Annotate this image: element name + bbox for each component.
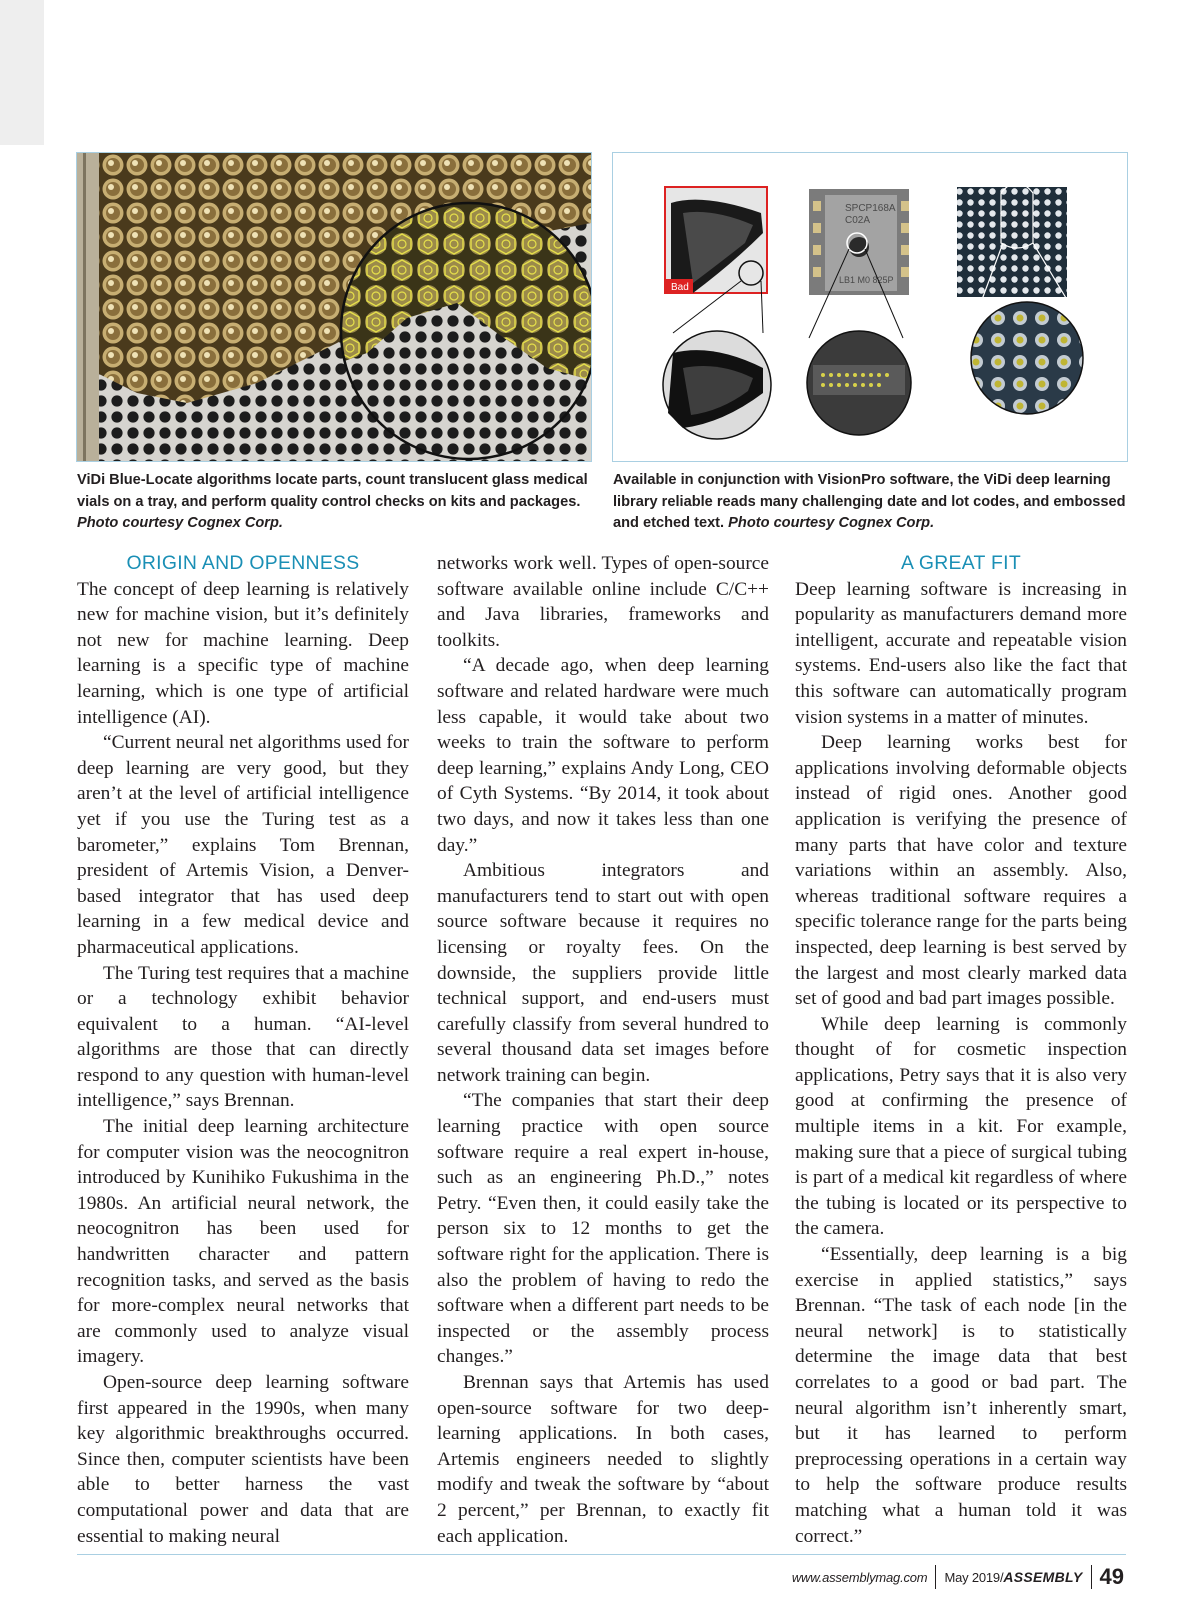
left-caption-text: ViDi Blue-Locate algorithms locate parts, count translucent glass medical vials on a tray, and perform quality control checks on kits and packages. [77,472,588,510]
right-caption-credit: Photo courtesy Cognex Corp. [728,515,935,531]
paragraph: “Essentially, deep learning is a big exercise in applied statistics,” says Brennan. “The task of each node [in the neural network] is to statistically determine the image data that best correlates to a good or bad part. The neural algorithm isn’t inherently smart, but it has learned to perform preprocessing operations in a certain way to help the software produce results matching what a human told it was correct.” [795,1244,1127,1547]
vial-tray-image [77,153,591,461]
footer-magazine-name: ASSEMBLY [1003,1569,1083,1585]
paragraph: Deep learning software is increasing in popularity as manufacturers demand more intelligent, accurate and repeatable vision systems. End-users also like the fact that this software can automatically program vision systems in a matter of minutes. [795,578,1127,728]
page-number: 49 [1099,1564,1124,1589]
vial-tray-photo [76,152,592,462]
paragraph: Open-source deep learning software first appeared in the 1990s, when many key algorithmic breakthroughs occurred. Since then, computer scientists have been able to better harness the vast computational power and data that are essential to making neural [77,1372,409,1547]
chip-text-line-2: C02A [845,215,871,226]
page-footer [792,1562,1124,1592]
chip-text-line-3: LB1 M0 825P [839,275,894,285]
article-column-3 [795,551,1127,1549]
paragraph: The concept of deep learning is relatively new for machine vision, but it’s definitely not new for machine learning. Deep learning is a specific type of machine learning, which is one type of artificial intelligence (AI). [77,578,409,728]
paragraph: Brennan says that Artemis has used open-source software for two deep-learning applications. In both cases, Artemis engineers needed to slightly modify and tweak the software by “about 2 percent,” per Brennan, to exactly fit each application. [437,1372,769,1547]
footer-issue-date: May 2019/ [944,1569,1004,1585]
right-photo-caption [613,470,1133,535]
section-heading-origin: ORIGIN AND OPENNESS [126,552,360,574]
paragraph: “A decade ago, when deep learning software and related hardware were much less capable, it would take about two weeks to train the software to perform deep learning,” explains Andy Long, CEO of Cyth Systems. “By 2014, it took about two days, and now it takes less than one day.” [437,655,769,856]
paragraph: Ambitious integrators and manufacturers tend to start out with open source software because it requires no licensing or royalty fees. On the downside, the suppliers provide little technical support, and end-users must carefully classify from several hundred to several thousand data set images before network training can begin. [437,860,769,1086]
page-corner-tab [0,0,44,145]
footer-divider [1091,1565,1092,1589]
section-heading-great-fit: A GREAT FIT [900,552,1022,574]
article-column-1 [77,551,409,1549]
bad-label: Bad [671,282,689,293]
paragraph: networks work well. Types of open-source software available online include C/C++ and Java libraries, frameworks and toolkits. [437,553,769,651]
paragraph: “Current neural net algorithms used for deep learning are very good, but they aren’t at the level of artificial intelligence yet if you use the Turing test as a barometer,” explains Tom Brennan, president of Artemis Vision, a Denver-based integrator that has used deep learning in a few medical device and pharmaceutical applications. [77,732,409,958]
left-caption-credit: Photo courtesy Cognex Corp. [77,515,283,531]
article-column-2 [437,551,769,1549]
paragraph: While deep learning is commonly thought of for cosmetic inspection applications, Petry says that it is also very good at confirming the presence of multiple items in a kit. For example, making sure that a piece of surgical tubing is part of a medical kit regardless of where the tubing is located or its perspective to the camera. [795,1013,1127,1240]
paragraph: The Turing test requires that a machine or a technology exhibit behavior equivalent to a human. “AI-level algorithms are those that can directly respond to any question with human-level intelligence,” says Brennan. [77,962,409,1112]
paragraph: “The companies that start their deep learning practice with open source software require a real expert in-house, such as an engineering Ph.D.,” notes Petry. “Even then, it could easily take the person six to 12 months to get the software right for the application. There is also the problem of having to redo the software when a different part needs to be inspected or the assembly process changes.” [437,1090,769,1368]
chip-text-line-1: SPCP168A [845,203,896,214]
right-caption-text: Available in conjunction with VisionPro software, the ViDi deep learning library reliable reads many challenging date and lot codes, and embossed and etched text. [613,472,1126,531]
footer-url[interactable]: www.assemblymag.com [791,1569,928,1585]
footer-divider [935,1565,936,1589]
date-code-image [613,153,1127,461]
paragraph: Deep learning works best for applications involving deformable objects instead of rigid ones. Another good application is verifying the presence of many parts that have color and texture variations within an assembly. Also, whereas traditional software requires a specific tolerance range for the parts being inspected, deep learning is best served by the largest and most clearly marked data set of good and bad part images possible. [795,732,1127,1010]
footer-rule [77,1554,1126,1555]
paragraph: The initial deep learning architecture for computer vision was the neocognitron introduced by Kunihiko Fukushima in the 1980s. An artificial neural network, the neocognitron has been used for handwritten character and pattern recognition tasks, and served as the basis for more-complex neural networks that are commonly used to analyze visual imagery. [77,1116,409,1368]
date-code-photo [612,152,1128,462]
left-photo-caption [77,470,597,535]
